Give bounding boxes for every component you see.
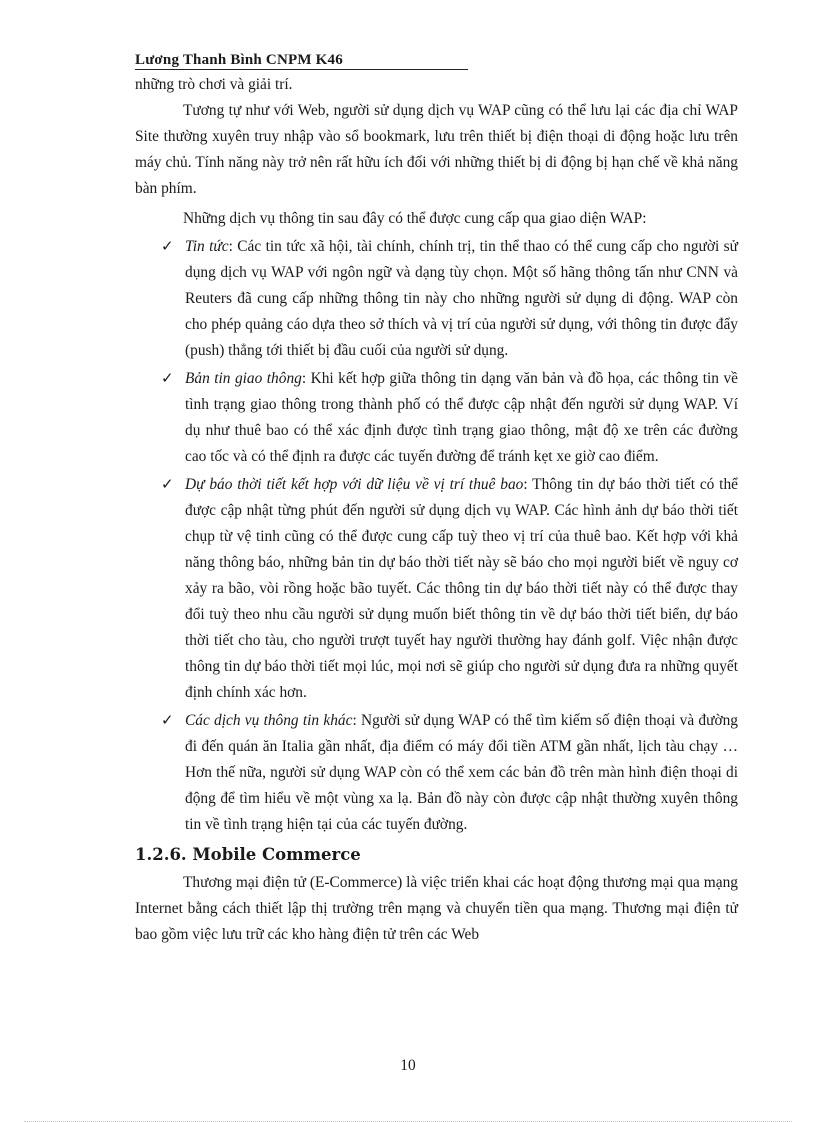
list-item — [135, 472, 738, 706]
check-icon: ✓ — [161, 371, 174, 387]
list-item-term: Các dịch vụ thông tin khác — [185, 712, 353, 729]
list-item-text: : Các tin tức xã hội, tài chính, chính trị, tin thể thao có thể cung cấp cho người sử dụng dịch vụ WAP với ngôn ngữ và dạng tùy chọn. Một số hãng thông tấn như CNN và Reuters đã cung cấp những thông tin này cho những người sử dụng di động. WAP còn cho phép quảng cáo dựa theo sở thích và vị trí của người sử dụng, với thông tin được đẩy (push) thẳng tới thiết bị đầu cuối của người sử dụng. — [185, 238, 738, 359]
check-icon: ✓ — [161, 239, 174, 255]
service-list — [135, 234, 738, 838]
paragraph-continuation: những trò chơi và giải trí. — [135, 76, 293, 93]
list-item-term: Tin tức — [185, 238, 229, 255]
list-item-term: Dự báo thời tiết kết hợp với dữ liệu về vị trí thuê bao — [185, 476, 524, 493]
page-body — [135, 72, 738, 948]
list-item — [135, 366, 738, 470]
list-item-text: : Thông tin dự báo thời tiết có thể được cập nhật từng phút đến người sử dụng dịch vụ WAP. Các hình ảnh dự báo thời tiết chụp từ vệ tinh cũng có thể được cung cấp tuỳ theo vị trí của thuê bao. Kết hợp với khả năng thông báo, những bản tin dự báo thời tiết này sẽ báo cho mọi người biết về nguy cơ xảy ra bão, vòi rồng hoặc bão tuyết. Các thông tin dự báo thời tiết này có thể được thay đổi tuỳ theo nhu cầu người sử dụng muốn biết thông tin về dự báo thời tiết biển, dự báo thời tiết cho tàu, cho người trượt tuyết hay người thường hay đánh golf. Việc nhận được thông tin dự báo thời tiết mọi lúc, mọi nơi sẽ giúp cho người sử dụng đưa ra những quyết định chính xác hơn. — [185, 476, 738, 701]
list-item — [135, 234, 738, 364]
list-item-text: : Khi kết hợp giữa thông tin dạng văn bản và đồ họa, các thông tin về tình trạng giao thông trong thành phố có thể được cập nhật đến người sử dụng WAP. Ví dụ như thuê bao có thể xác định được tình trạng giao thông, mật độ xe trên các đường cao tốc và có thể định ra được các tuyến đường để tránh kẹt xe giờ cao điểm. — [185, 370, 738, 465]
page-header-author: Lương Thanh Bình CNPM K46 — [135, 52, 468, 70]
list-item-text: : Người sử dụng WAP có thể tìm kiếm số điện thoại và đường đi đến quán ăn Italia gần nhất, địa điểm có máy đổi tiền ATM gần nhất, lịch tàu chạy … Hơn thế nữa, người sử dụng WAP còn có thể xem các bản đồ trên màn hình điện thoại di động để tìm hiểu về một vùng xa lạ. Bản đồ này còn được cập nhật thường xuyên thông tin về tình trạng hiện tại của các tuyến đường. — [185, 712, 738, 833]
page-number: 10 — [400, 1057, 416, 1074]
check-icon: ✓ — [161, 713, 174, 729]
footer-divider — [24, 1121, 792, 1122]
paragraph-services-intro: Những dịch vụ thông tin sau đây có thể được cung cấp qua giao diện WAP: — [183, 210, 647, 227]
list-item — [135, 708, 738, 838]
paragraph-bookmark: Tương tự như với Web, người sử dụng dịch vụ WAP cũng có thể lưu lại các địa chỉ WAP Site thường xuyên truy nhập vào sổ bookmark, lưu trên thiết bị điện thoại di động hoặc lưu trên máy chủ. Tính năng này trở nên rất hữu ích đối với những thiết bị di động bị hạn chế về khả năng bàn phím. — [135, 102, 738, 197]
paragraph-ecommerce: Thương mại điện tử (E-Commerce) là việc triển khai các hoạt động thương mại qua mạng Internet bằng cách thiết lập thị trường trên mạng và chuyển tiền qua mạng. Thương mại điện tử bao gồm việc lưu trữ các kho hàng điện tử trên các Web — [135, 874, 738, 943]
check-icon: ✓ — [161, 477, 174, 493]
section-heading: 1.2.6. Mobile Commerce — [135, 845, 361, 864]
list-item-term: Bản tin giao thông — [185, 370, 302, 387]
